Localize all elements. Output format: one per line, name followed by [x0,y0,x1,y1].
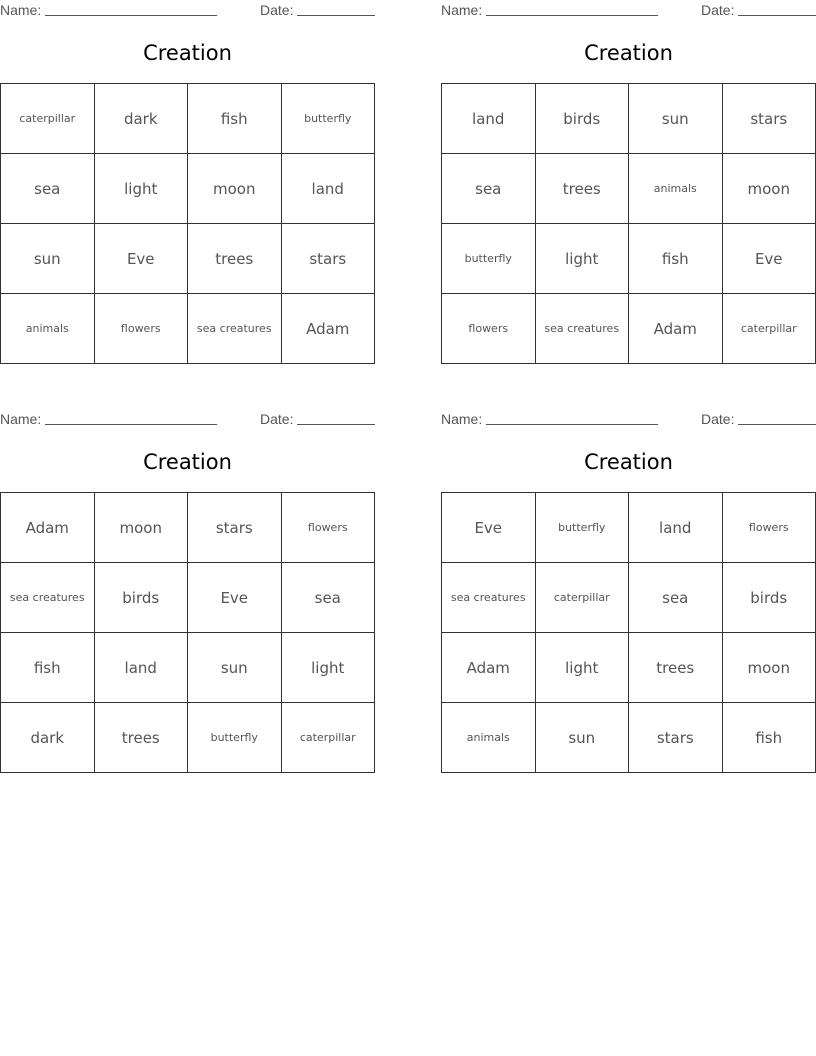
bingo-cell: Adam [629,294,723,364]
bingo-cell: caterpillar [536,563,630,633]
date-label: Date: [260,411,294,427]
name-blank-line [486,424,658,425]
bingo-cell: butterfly [282,84,376,154]
bingo-cell: flowers [723,493,816,563]
bingo-cell: caterpillar [1,84,95,154]
name-label: Name: [0,411,42,427]
bingo-grid [441,492,816,773]
bingo-cell: butterfly [188,703,282,773]
date-blank-line [738,424,816,425]
name-date-header [441,2,816,20]
card-title: Creation [143,450,232,474]
bingo-cell: sea [1,154,95,224]
bingo-cell: light [95,154,189,224]
bingo-cell: land [95,633,189,703]
bingo-cell: flowers [282,493,376,563]
bingo-cell: caterpillar [723,294,816,364]
bingo-cell: sea creatures [536,294,630,364]
bingo-cell: butterfly [442,224,536,294]
bingo-grid [0,83,375,364]
bingo-cell: light [282,633,376,703]
bingo-card [441,0,816,364]
bingo-cell: dark [95,84,189,154]
bingo-cell: stars [188,493,282,563]
bingo-cell: fish [1,633,95,703]
bingo-cell: light [536,633,630,703]
bingo-cell: sun [188,633,282,703]
bingo-cell: Eve [723,224,816,294]
date-label: Date: [701,411,735,427]
date-blank-line [297,424,375,425]
bingo-cell: sea creatures [1,563,95,633]
bingo-cell: stars [629,703,723,773]
bingo-cell: stars [723,84,816,154]
bingo-cell: butterfly [536,493,630,563]
bingo-cell: land [442,84,536,154]
name-blank-line [486,15,658,16]
bingo-cell: moon [95,493,189,563]
bingo-cell: moon [188,154,282,224]
bingo-cell: sun [536,703,630,773]
date-blank-line [738,15,816,16]
card-title: Creation [584,41,673,65]
bingo-cell: moon [723,633,816,703]
bingo-cell: dark [1,703,95,773]
date-blank-line [297,15,375,16]
bingo-cell: caterpillar [282,703,376,773]
bingo-cell: sea [282,563,376,633]
bingo-cell: trees [188,224,282,294]
date-label: Date: [260,2,294,18]
name-date-header [441,411,816,429]
bingo-cell: flowers [442,294,536,364]
date-label: Date: [701,2,735,18]
bingo-cell: Eve [95,224,189,294]
card-title: Creation [584,450,673,474]
bingo-cell: sun [629,84,723,154]
name-label: Name: [441,2,483,18]
bingo-cell: light [536,224,630,294]
bingo-grid [0,492,375,773]
bingo-card [0,0,375,364]
bingo-cell: animals [1,294,95,364]
name-label: Name: [441,411,483,427]
bingo-cell: sea creatures [188,294,282,364]
name-date-header [0,2,375,20]
bingo-cell: sun [1,224,95,294]
bingo-cell: sea [442,154,536,224]
card-title: Creation [143,41,232,65]
bingo-cell: Adam [442,633,536,703]
bingo-cell: sea [629,563,723,633]
bingo-cell: flowers [95,294,189,364]
bingo-cell: birds [536,84,630,154]
bingo-cell: fish [629,224,723,294]
bingo-cell: animals [629,154,723,224]
bingo-cell: Adam [282,294,376,364]
bingo-cell: birds [95,563,189,633]
bingo-cell: trees [536,154,630,224]
bingo-grid [441,83,816,364]
name-blank-line [45,424,217,425]
bingo-cell: Eve [442,493,536,563]
bingo-cell: animals [442,703,536,773]
name-blank-line [45,15,217,16]
name-date-header [0,411,375,429]
bingo-cell: land [629,493,723,563]
bingo-cell: trees [629,633,723,703]
bingo-cell: birds [723,563,816,633]
bingo-cell: fish [723,703,816,773]
bingo-cell: stars [282,224,376,294]
bingo-card [0,409,375,773]
bingo-cell: moon [723,154,816,224]
bingo-cell: sea creatures [442,563,536,633]
name-label: Name: [0,2,42,18]
bingo-cell: land [282,154,376,224]
bingo-cell: fish [188,84,282,154]
bingo-cell: Adam [1,493,95,563]
bingo-cell: trees [95,703,189,773]
bingo-card [441,409,816,773]
bingo-cell: Eve [188,563,282,633]
